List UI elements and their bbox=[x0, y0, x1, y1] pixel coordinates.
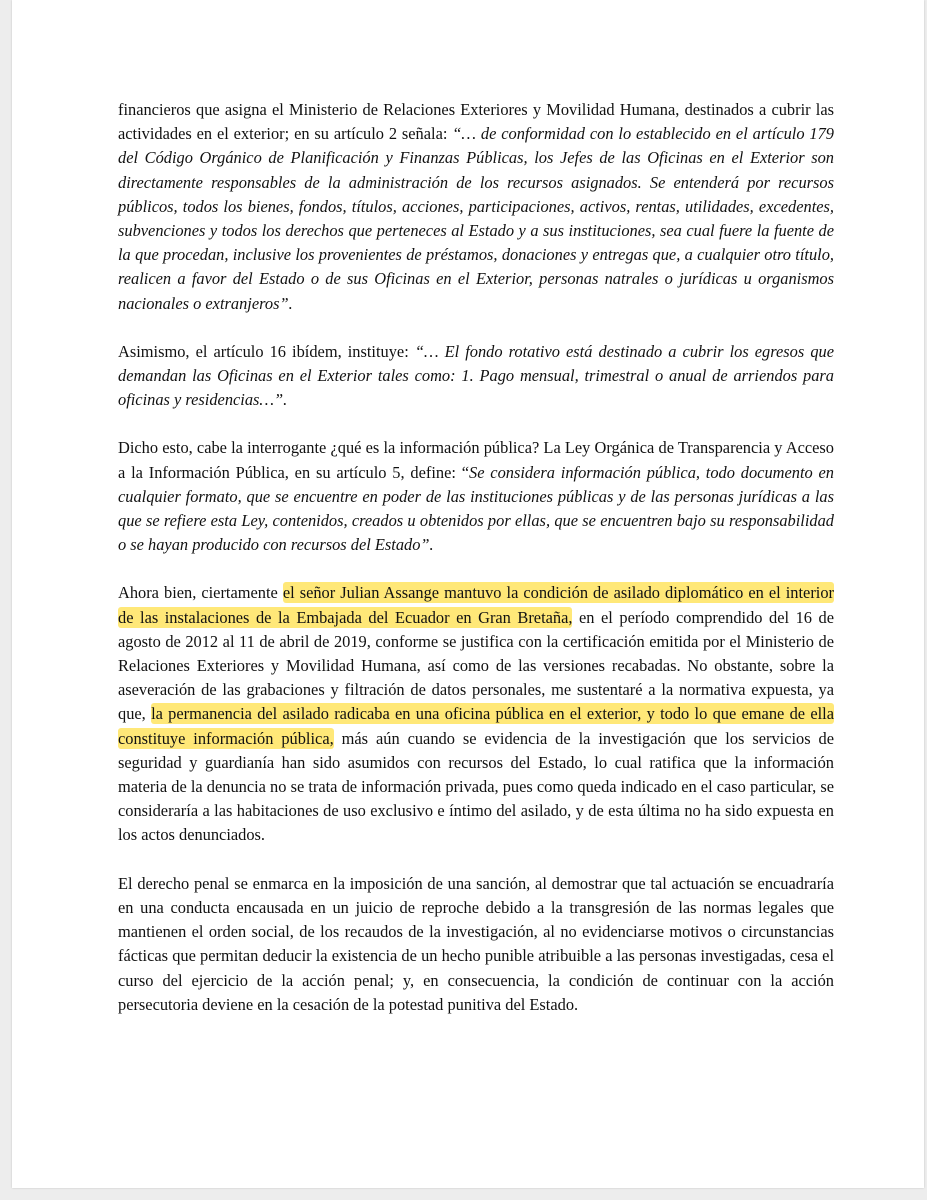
paragraph-2 bbox=[118, 340, 834, 413]
paragraph-1 bbox=[118, 98, 834, 316]
paragraph-1-quote: “… de conformidad con lo establecido en el artículo 179 del Código Orgánico de Planificación y Finanzas Públicas, los Jefes de las Oficinas en el Exterior son directamente responsables de la administración de los recursos asignados. Se entenderá por recursos públicos, todos los bienes, fondos, títulos, acciones, participaciones, activos, rentas, utilidades, excedentes, subvenciones y todos los derechos que perteneces al Estado y a sus instituciones, sea cual fuere la fuente de la que procedan, inclusive los provenientes de préstamos, donaciones y entregas que, a cualquier otro título, realicen a favor del Estado o de sus Oficinas en el Exterior, personas natrales o jurídicas u organismos nacionales o extranjeros”. bbox=[118, 124, 835, 313]
paragraph-3-text: Dicho esto, cabe la interrogante ¿qué es la información pública? La Ley Orgánica de Transparencia y Acceso a la Información Pública, en su artículo 5, define: “ bbox=[118, 438, 834, 482]
document-page bbox=[12, 0, 924, 1188]
highlighted-text-oficina-publica: la permanencia del asilado radicaba en una oficina pública en el exterior, y todo lo que emane de ella constituye información pública, bbox=[118, 704, 834, 748]
paragraph-4 bbox=[118, 581, 834, 847]
paragraph-2-quote: “… El fondo rotativo está destinado a cubrir los egresos que demandan las Oficinas en el Exterior tales como: 1. Pago mensual, trimestral o anual de arriendos para oficinas y residencias…”. bbox=[118, 341, 834, 410]
paragraph-4-text-end: más aún cuando se evidencia de la investigación que los servicios de seguridad y guardianía han sido asumidos con recursos del Estado, lo cual ratifica que la información materia de la denuncia no se trata de información privada, pues como queda indicado en el caso particular, se consideraría a las habitaciones de uso exclusivo e íntimo del asilado, y de esta última no ha sido expuesta en los actos denunciados. bbox=[118, 728, 835, 845]
paragraph-5: El derecho penal se enmarca en la imposición de una sanción, al demostrar que tal actuación se encuadraría en una conducta encausada en un juicio de reproche debido a la transgresión de las normas legales que mantienen el orden social, de los recaudos de la investigación, al no evidenciarse motivos o circunstancias fácticas que permitan deducir la existencia de un hecho punible atribuible a las personas investigadas, cesa el curso del ejercicio de la acción penal; y, en consecuencia, la condición de continuar con la acción persecutoria deviene en la cesación de la potestad punitiva del Estado. bbox=[118, 873, 834, 1014]
paragraph-1-text: financieros que asigna el Ministerio de Relaciones Exteriores y Movilidad Humana, destinados a cubrir las actividades en el exterior; en su artículo 2 señala: bbox=[118, 100, 834, 144]
paragraph-3-quote: Se considera información pública, todo documento en cualquier formato, que se encuentre en poder de las instituciones públicas y de las personas jurídicas a las que se refiere esta Ley, contenidos, creados u obtenidos por ellas, que se encuentren bajo su responsabilidad o se hayan producido con recursos del Estado”. bbox=[118, 462, 834, 555]
paragraph-4-text-start: Ahora bien, ciertamente bbox=[118, 583, 283, 603]
paragraph-2-text: Asimismo, el artículo 16 ibídem, instituye: bbox=[118, 341, 415, 361]
highlighted-text-assange: el señor Julian Assange mantuvo la condición de asilado diplomático en el interior de las instalaciones de la Embajada del Ecuador en Gran Bretaña, bbox=[118, 583, 834, 627]
document-body bbox=[118, 98, 834, 1041]
paragraph-3 bbox=[118, 436, 834, 557]
paragraph-4-text-middle: en el período comprendido del 16 de agosto de 2012 al 11 de abril de 2019, conforme se justifica con la certificación emitida por el Ministerio de Relaciones Exteriores y Movilidad Humana, así como de las versiones recabadas. No obstante, sobre la aseveración de las grabaciones y filtración de datos personales, me sustentaré a la normativa expuesta, ya que, bbox=[118, 607, 834, 724]
